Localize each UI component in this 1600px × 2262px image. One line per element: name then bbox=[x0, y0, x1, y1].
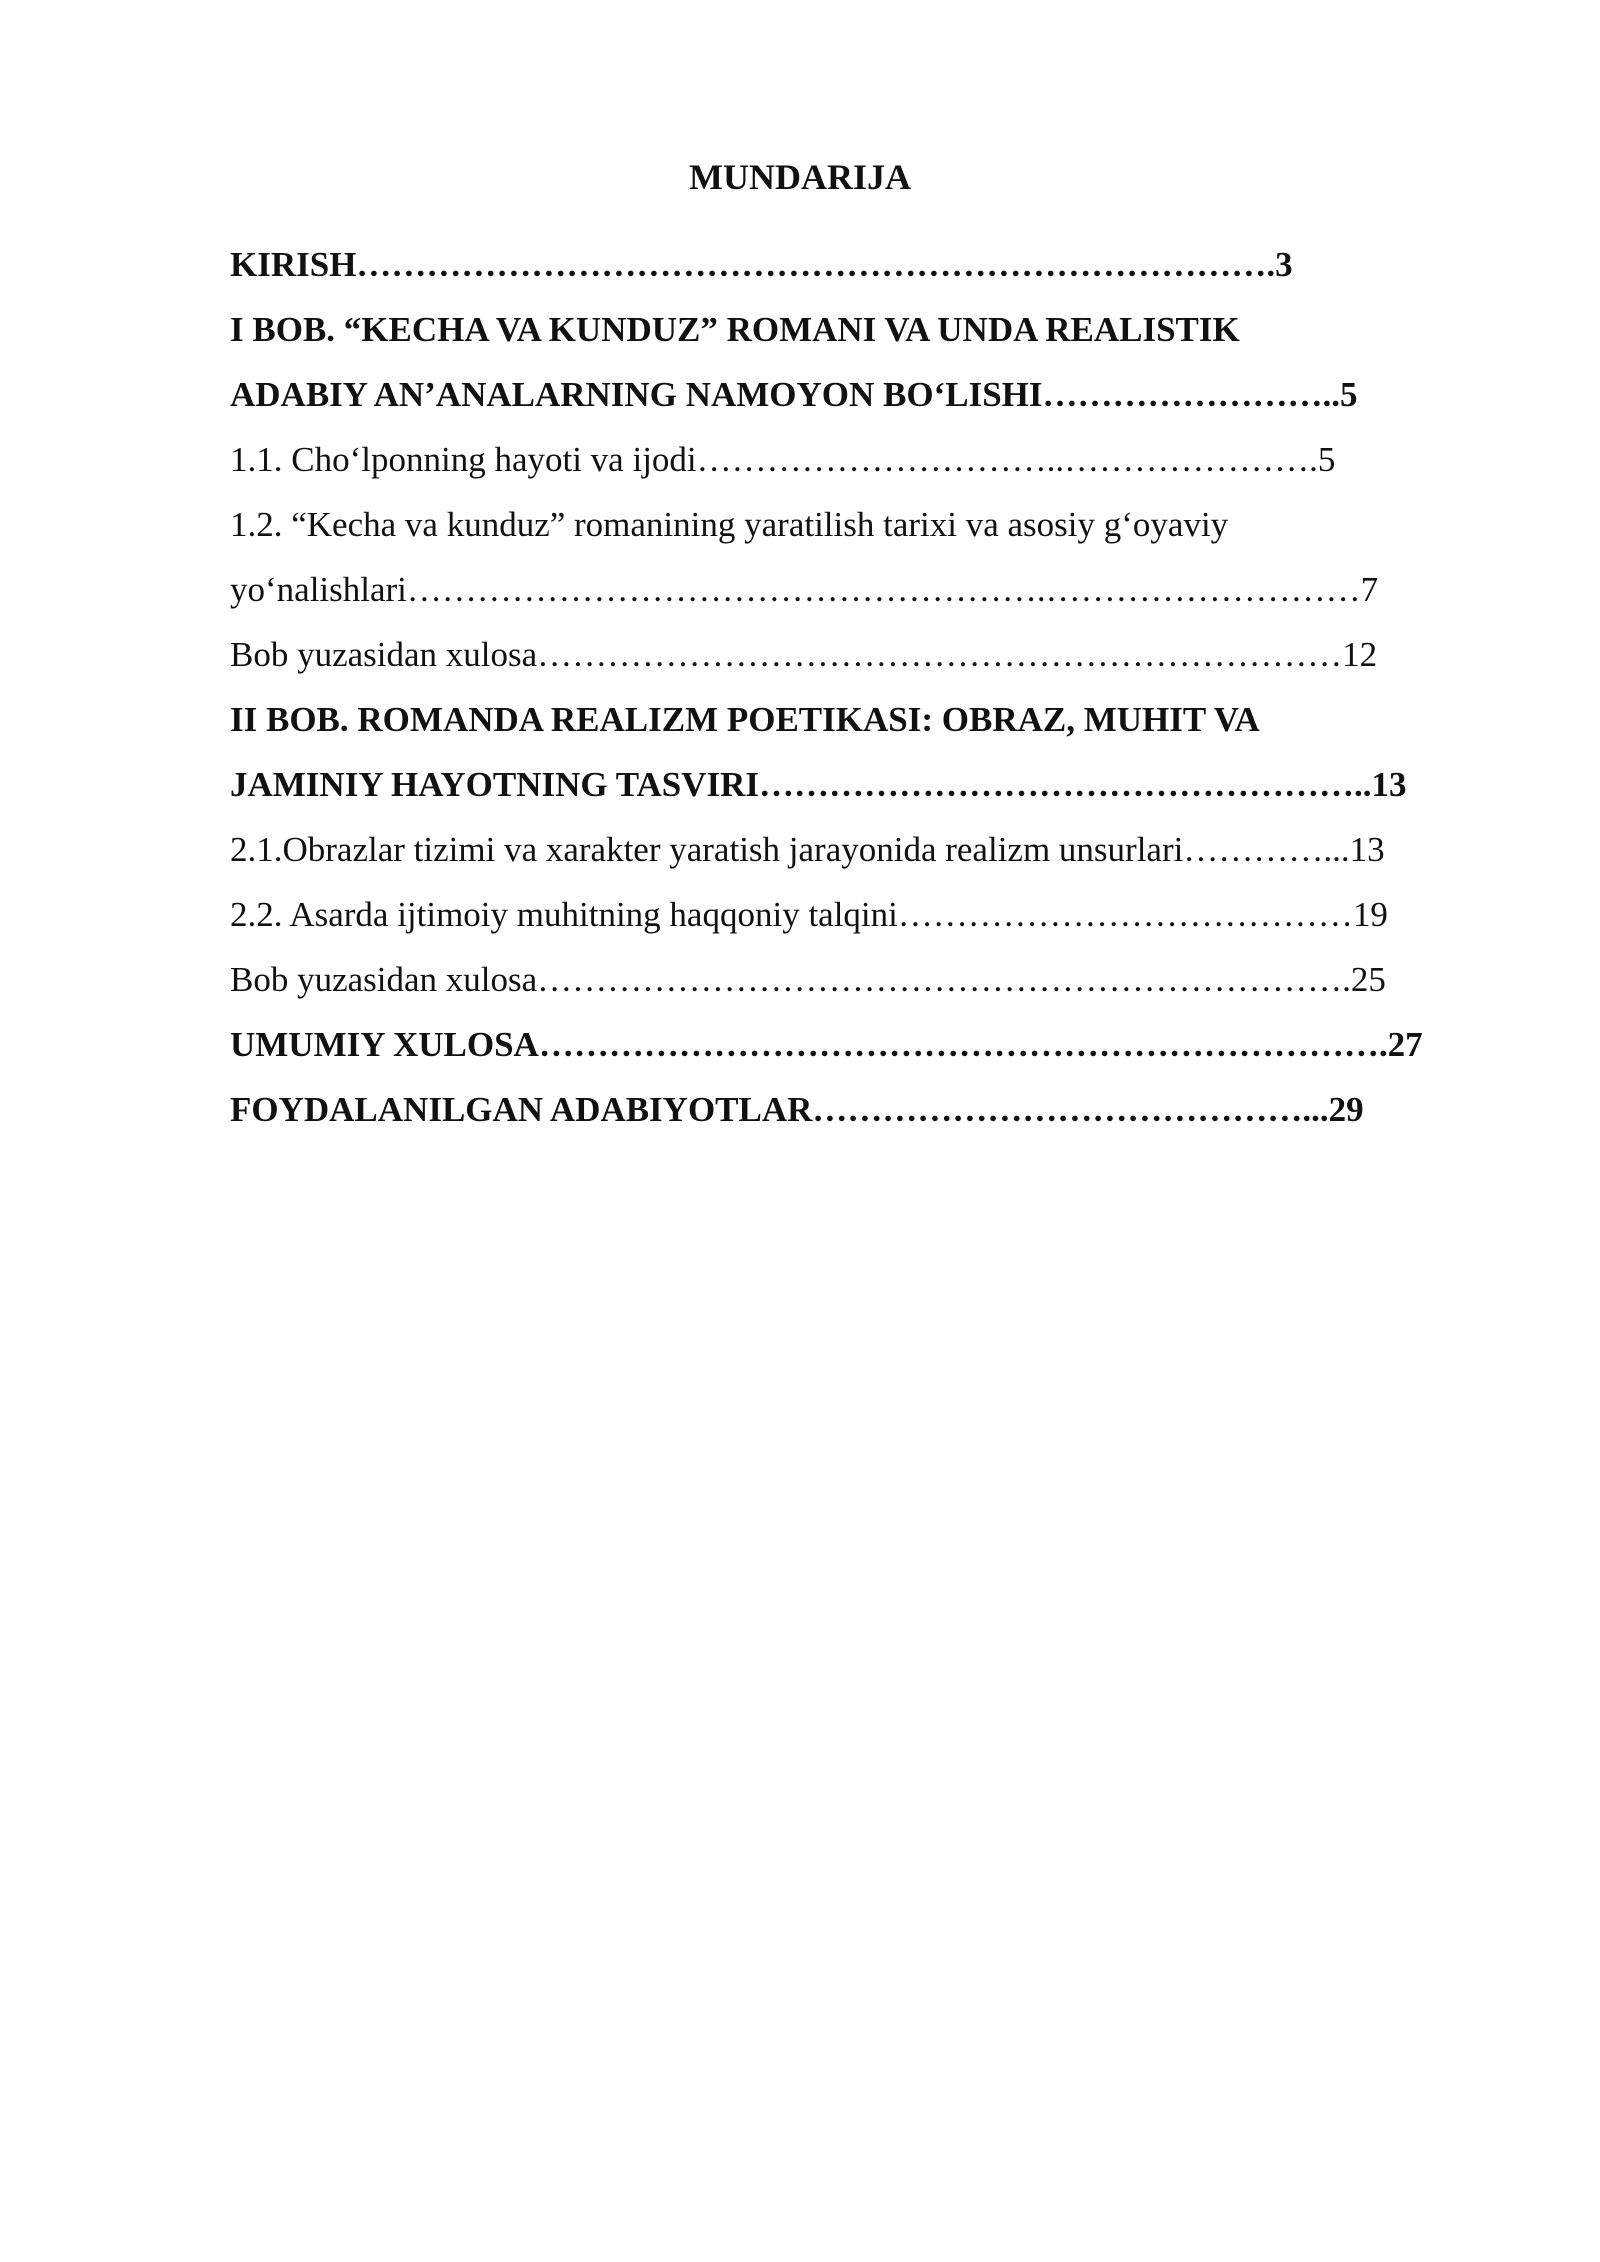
toc-line-chapter-1-title-part-2: ADABIY AN’ANALARNING NAMOYON BO‘LISHI……………………..5 bbox=[230, 375, 1358, 414]
toc-line-section-1-2-part-2: yo‘nalishlari……………………………………………….………………………7 bbox=[230, 570, 1379, 609]
toc-line-references: FOYDALANILGAN ADABIYOTLAR……………………………………...29 bbox=[230, 1090, 1364, 1129]
toc-line-chapter-2-conclusion: Bob yuzasidan xulosa…………………………………………………………….25 bbox=[230, 960, 1386, 999]
toc-list bbox=[230, 232, 1490, 1142]
toc-line-section-2-1: 2.1.Obrazlar tizimi va xarakter yaratish jarayonida realizm unsurlari…………...13 bbox=[230, 830, 1385, 869]
toc-line-general-conclusion: UMUMIY XULOSA……………………………………………………………….27 bbox=[230, 1025, 1423, 1064]
toc-line-chapter-2-title-part-1: II BOB. ROMANDA REALIZM POETIKASI: OBRAZ, MUHIT VA bbox=[230, 700, 1260, 739]
toc-line-chapter-2-title-part-2: JAMINIY HAYOTNING TASVIRI……………………………………………..13 bbox=[230, 765, 1407, 804]
toc-line-section-1-2-part-1: 1.2. “Kecha va kunduz” romanining yaratilish tarixi va asosiy g‘oyaviy bbox=[230, 505, 1229, 544]
toc-line-kirish: KIRISH…………………………………………………………………….3 bbox=[230, 245, 1293, 284]
toc-line-section-2-2: 2.2. Asarda ijtimoiy muhitning haqqoniy talqini…………………………………19 bbox=[230, 895, 1388, 934]
toc-line-section-1-1: 1.1. Cho‘lponning hayoti va ijodi…………………………..………………….5 bbox=[230, 440, 1336, 479]
toc-title: MUNDARIJA bbox=[689, 157, 911, 197]
toc-line-chapter-1-title-part-1: I BOB. “KECHA VA KUNDUZ” ROMANI VA UNDA REALISTIK bbox=[230, 310, 1240, 349]
toc-line-chapter-1-conclusion: Bob yuzasidan xulosa……………………………………………………………12 bbox=[230, 635, 1378, 674]
